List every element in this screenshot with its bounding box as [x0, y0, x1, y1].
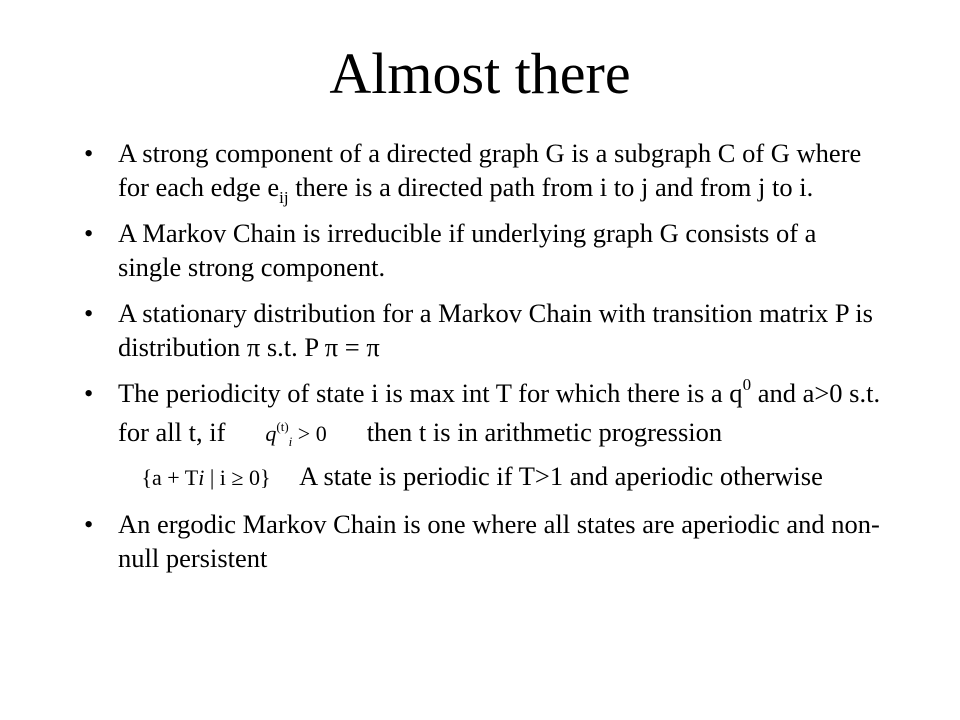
bullet-text-cont3: A state is periodic if T>1 and aperiodic otherwise	[294, 461, 823, 491]
bullet-list	[84, 136, 884, 587]
formula-set-post: | i ≥ 0}	[204, 465, 271, 490]
bullet-irreducible	[84, 216, 884, 284]
bullet-text: A strong component of a directed graph G is a subgraph C of G where for each edge e	[118, 138, 862, 202]
bullet-ergodic	[84, 507, 884, 575]
bullet-marker: •	[84, 509, 94, 539]
bullet-periodicity	[84, 376, 884, 495]
slide-title: Almost there	[329, 41, 631, 106]
formula-q-rest: > 0	[292, 421, 327, 446]
edge-subscript: ij	[279, 188, 289, 207]
formula-q-sup: (t)	[276, 419, 289, 434]
bullet-text-cont2: then t is in arithmetic progression	[360, 417, 723, 447]
bullet-text-cont: there is a directed path from i to j and from j to i.	[288, 172, 814, 202]
formula-set-pre: {a + T	[141, 465, 199, 490]
formula-progression	[118, 461, 294, 495]
bullet-marker: •	[84, 378, 94, 408]
bullet-text-cont: and a>0 s.t. for all t, if	[118, 378, 881, 447]
formula-q-positive	[232, 410, 360, 459]
bullet-marker: •	[84, 298, 94, 328]
bullet-text: A stationary distribution for a Markov Chain with transition matrix P is distribution π s.t. P π = π	[118, 298, 873, 362]
bullet-stationary	[84, 296, 884, 364]
formula-set-i: i	[198, 465, 205, 490]
bullet-text: A Markov Chain is irreducible if underlying graph G consists of a single strong component.	[118, 218, 817, 282]
bullet-text: The periodicity of state i is max int T for which there is a q	[118, 378, 743, 408]
bullet-strong-component	[84, 136, 884, 207]
bullet-text: An ergodic Markov Chain is one where all states are aperiodic and non-null persistent	[118, 509, 880, 573]
formula-q-base: q	[265, 421, 277, 446]
bullet-marker: •	[84, 138, 94, 168]
formula-q-sub: i	[288, 434, 293, 449]
bullet-marker: •	[84, 218, 94, 248]
q-superscript: 0	[742, 375, 752, 394]
